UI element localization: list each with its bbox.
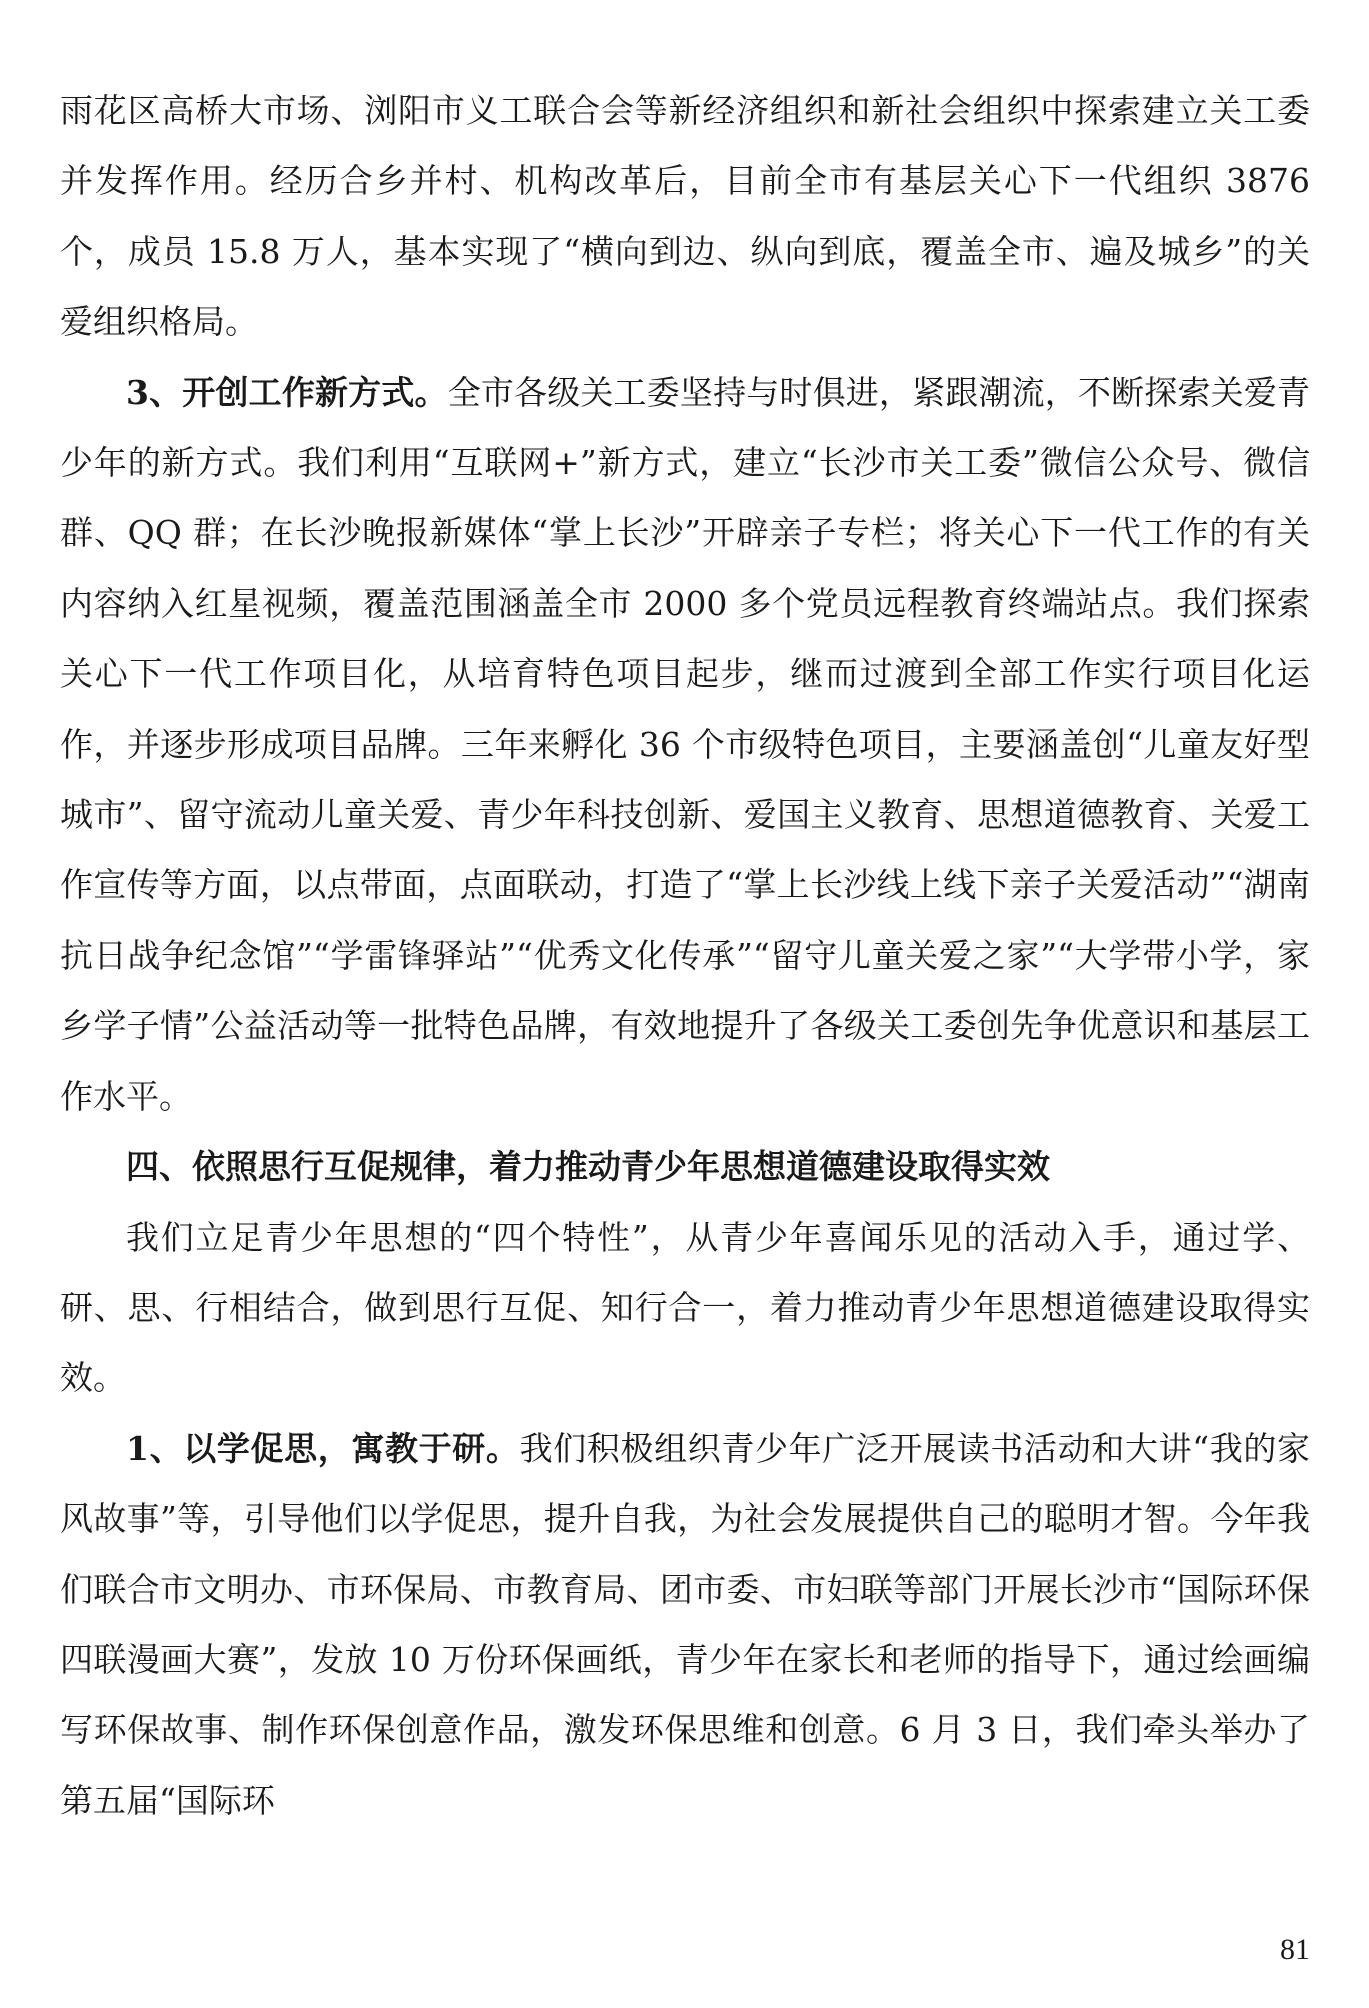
- paragraph-new-work-methods: [60, 358, 1310, 1132]
- section-heading: 四、依照思行互促规律，着力推动青少年思想道德建设取得实效: [126, 1147, 1050, 1187]
- paragraph-lead-heading: 3、开创工作新方式。: [126, 372, 448, 412]
- paragraph-continuation: 雨花区高桥大市场、浏阳市义工联合会等新经济组织和新社会组织中探索建立关工委并发挥作用。经历合乡并村、机构改革后，目前全市有基层关心下一代组织 3876 个，成员 15.8 万人，基本实现了“横向到边、纵向到底，覆盖全市、遍及城乡”的关爱组织格局。: [60, 91, 1310, 342]
- paragraph-body: 我们积极组织青少年广泛开展读书活动和大讲“我的家风故事”等，引导他们以学促思，提升自我，为社会发展提供自己的聪明才智。今年我们联合市文明办、市环保局、市教育局、团市委、市妇联等部门开展长沙市“国际环保四联漫画大赛”，发放 10 万份环保画纸，青少年在家长和老师的指导下，通过绘画编写环保故事、制作环保创意作品，激发环保思维和创意。6 月 3 日，我们牵头举办了第五届“国际环: [60, 1428, 1310, 1820]
- paragraph-learn-think: [60, 1414, 1310, 1836]
- page-number: 81: [1280, 1933, 1310, 1966]
- paragraph-lead-heading: 1、以学促思，寓教于研。: [126, 1428, 520, 1468]
- paragraph-section-intro: 我们立足青少年思想的“四个特性”，从青少年喜闻乐见的活动入手，通过学、研、思、行相结合，做到思行互促、知行合一，着力推动青少年思想道德建设取得实效。: [60, 1217, 1310, 1398]
- paragraph-body: 全市各级关工委坚持与时俱进，紧跟潮流，不断探索关爱青少年的新方式。我们利用“互联网+”新方式，建立“长沙市关工委”微信公众号、微信群、QQ 群；在长沙晚报新媒体“掌上长沙”开辟亲子专栏；将关心下一代工作的有关内容纳入红星视频，覆盖范围涵盖全市 2000 多个党员远程教育终端站点。我们探索关心下一代工作项目化，从培育特色项目起步，继而过渡到全部工作实行项目化运作，并逐步形成项目品牌。三年来孵化 36 个市级特色项目，主要涵盖创“儿童友好型城市”、留守流动儿童关爱、青少年科技创新、爱国主义教育、思想道德教育、关爱工作宣传等方面，以点带面，点面联动，打造了“掌上长沙线上线下亲子关爱活动”“湖南抗日战争纪念馆”“学雷锋驿站”“优秀文化传承”“留守儿童关爱之家”“大学带小学，家乡学子情”公益活动等一批特色品牌，有效地提升了各级关工委创先争优意识和基层工作水平。: [60, 372, 1310, 1116]
- document-page: [60, 76, 1310, 1836]
